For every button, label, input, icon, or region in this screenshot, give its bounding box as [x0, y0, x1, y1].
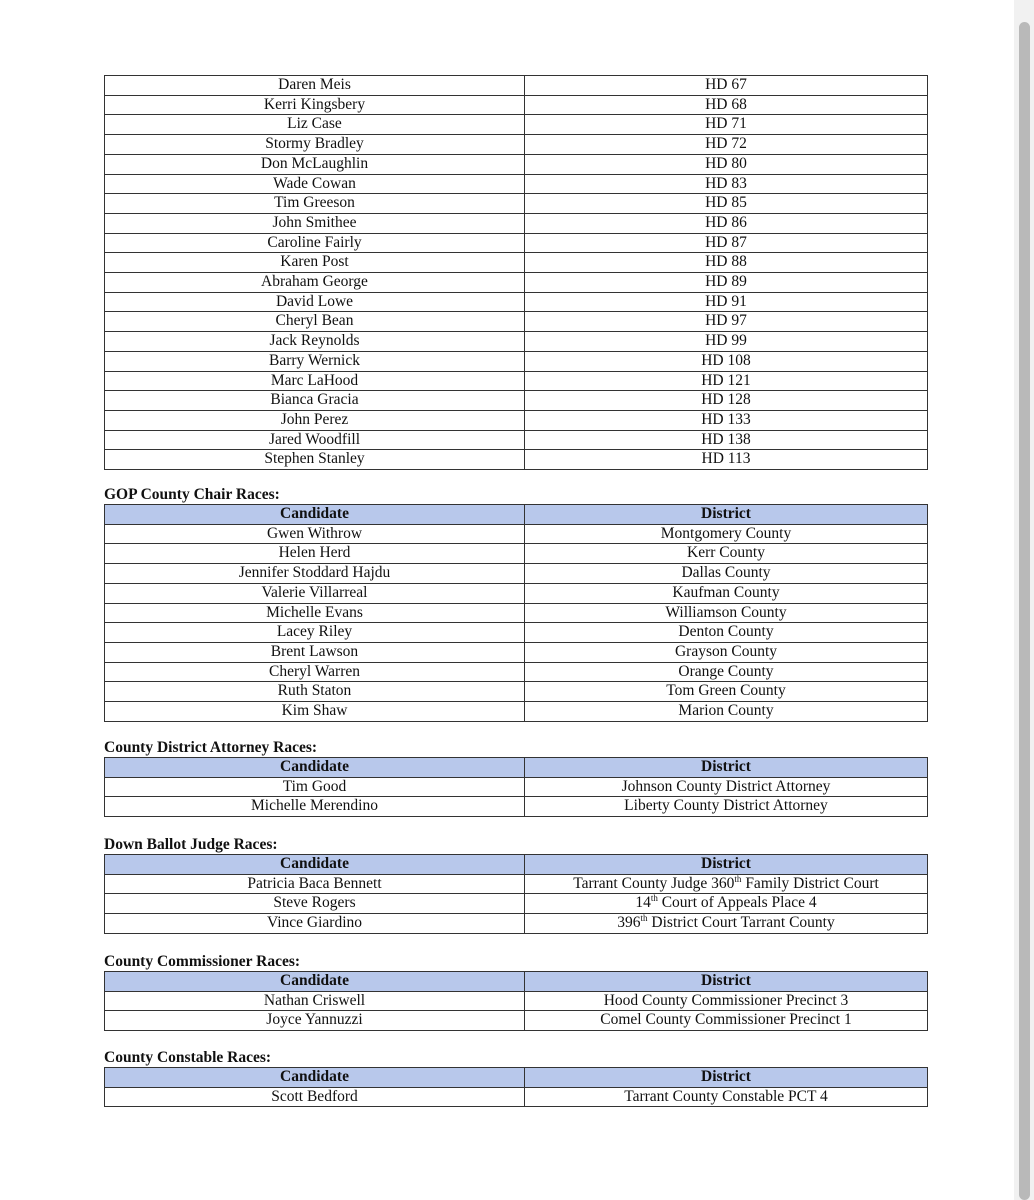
candidate-cell: Stormy Bradley	[105, 135, 525, 155]
section-heading: Down Ballot Judge Races:	[104, 836, 278, 853]
column-header-candidate: Candidate	[105, 505, 525, 525]
district-cell: HD 87	[525, 233, 928, 253]
commissioner-table-body	[105, 991, 928, 1030]
gop-county-chair-section	[104, 486, 927, 722]
section-heading: County Commissioner Races:	[104, 953, 301, 970]
table-header-row	[105, 505, 928, 525]
table-row	[105, 642, 928, 662]
table-row	[105, 410, 928, 430]
candidate-cell: Ruth Staton	[105, 682, 525, 702]
table-row	[105, 914, 928, 934]
column-header-district: District	[525, 855, 928, 875]
judge-table-body	[105, 874, 928, 933]
scrollbar-track[interactable]	[1014, 0, 1034, 1200]
candidate-cell: Patricia Baca Bennett	[105, 874, 525, 894]
column-header-district: District	[525, 505, 928, 525]
candidate-cell: Helen Herd	[105, 544, 525, 564]
candidate-cell: Nathan Criswell	[105, 991, 525, 1011]
column-header-district: District	[525, 972, 928, 992]
district-cell: Liberty County District Attorney	[525, 797, 928, 817]
table-row	[105, 76, 928, 96]
table-header-row	[105, 758, 928, 778]
column-header-district: District	[525, 1068, 928, 1088]
district-cell: Hood County Commissioner Precinct 3	[525, 991, 928, 1011]
district-cell: HD 128	[525, 391, 928, 411]
candidate-cell: Karen Post	[105, 253, 525, 273]
table-row	[105, 213, 928, 233]
table-row	[105, 430, 928, 450]
table-row	[105, 292, 928, 312]
constable-table-body	[105, 1087, 928, 1107]
table-row	[105, 194, 928, 214]
table-row	[105, 154, 928, 174]
district-cell: HD 113	[525, 450, 928, 470]
district-cell: Kaufman County	[525, 583, 928, 603]
candidate-cell: Valerie Villarreal	[105, 583, 525, 603]
table-row	[105, 174, 928, 194]
candidate-cell: Liz Case	[105, 115, 525, 135]
district-text: Court of Appeals Place 4	[657, 894, 817, 912]
district-cell: Marion County	[525, 702, 928, 722]
table-row	[105, 391, 928, 411]
district-cell: HD 72	[525, 135, 928, 155]
table-header-row	[105, 855, 928, 875]
district-cell: HD 67	[525, 76, 928, 96]
table-row	[105, 371, 928, 391]
district-cell: Dallas County	[525, 564, 928, 584]
candidate-cell: Daren Meis	[105, 76, 525, 96]
district-cell: HD 88	[525, 253, 928, 273]
table-row	[105, 662, 928, 682]
district-cell: HD 71	[525, 115, 928, 135]
table-row	[105, 702, 928, 722]
state-house-table-body	[105, 76, 928, 470]
district-cell	[525, 894, 928, 914]
district-text: Tarrant County Judge 360	[573, 874, 735, 892]
candidate-cell: Steve Rogers	[105, 894, 525, 914]
candidate-cell: Marc LaHood	[105, 371, 525, 391]
table-row	[105, 874, 928, 894]
scrollbar-thumb[interactable]	[1019, 22, 1030, 1200]
column-header-candidate: Candidate	[105, 758, 525, 778]
commissioner-section	[104, 953, 927, 1031]
table-row	[105, 603, 928, 623]
constable-section	[104, 1049, 927, 1107]
candidate-cell: Lacey Riley	[105, 623, 525, 643]
district-cell: HD 68	[525, 95, 928, 115]
candidate-cell: Bianca Gracia	[105, 391, 525, 411]
table-row	[105, 564, 928, 584]
candidate-cell: Jennifer Stoddard Hajdu	[105, 564, 525, 584]
candidate-cell: Joyce Yannuzzi	[105, 1011, 525, 1031]
candidate-cell: John Perez	[105, 410, 525, 430]
gop-county-chair-table-body	[105, 524, 928, 721]
candidate-cell: Jared Woodfill	[105, 430, 525, 450]
section-heading: County District Attorney Races:	[104, 739, 318, 756]
district-cell	[525, 914, 928, 934]
district-cell: HD 133	[525, 410, 928, 430]
district-cell: HD 108	[525, 351, 928, 371]
district-cell: Tom Green County	[525, 682, 928, 702]
table-row	[105, 777, 928, 797]
table-header-row	[105, 1068, 928, 1088]
table-row	[105, 991, 928, 1011]
column-header-candidate: Candidate	[105, 972, 525, 992]
candidate-cell: Caroline Fairly	[105, 233, 525, 253]
table-row	[105, 682, 928, 702]
district-cell: HD 80	[525, 154, 928, 174]
table-row	[105, 797, 928, 817]
candidate-cell: Abraham George	[105, 273, 525, 293]
table-row	[105, 450, 928, 470]
candidate-cell: David Lowe	[105, 292, 525, 312]
candidate-cell: Stephen Stanley	[105, 450, 525, 470]
district-cell: Johnson County District Attorney	[525, 777, 928, 797]
table-row	[105, 312, 928, 332]
column-header-district: District	[525, 758, 928, 778]
judge-section	[104, 836, 927, 934]
table-header-row	[105, 972, 928, 992]
section-heading: GOP County Chair Races:	[104, 486, 280, 503]
candidate-cell: Michelle Evans	[105, 603, 525, 623]
candidate-cell: Vince Giardino	[105, 914, 525, 934]
candidate-cell: Tim Greeson	[105, 194, 525, 214]
district-cell: HD 121	[525, 371, 928, 391]
judge-table	[104, 854, 928, 934]
district-cell: Williamson County	[525, 603, 928, 623]
table-row	[105, 583, 928, 603]
district-text: Family District Court	[741, 874, 879, 892]
ordinal-suffix: th	[650, 893, 658, 904]
district-cell: Montgomery County	[525, 524, 928, 544]
district-cell	[525, 874, 928, 894]
district-cell: Orange County	[525, 662, 928, 682]
candidate-cell: Don McLaughlin	[105, 154, 525, 174]
county-da-section	[104, 739, 927, 817]
candidate-cell: Tim Good	[105, 777, 525, 797]
candidate-cell: Wade Cowan	[105, 174, 525, 194]
district-cell: Denton County	[525, 623, 928, 643]
candidate-cell: Brent Lawson	[105, 642, 525, 662]
district-cell: Grayson County	[525, 642, 928, 662]
candidate-cell: Cheryl Bean	[105, 312, 525, 332]
district-cell: HD 83	[525, 174, 928, 194]
table-row	[105, 1011, 928, 1031]
candidate-cell: Gwen Withrow	[105, 524, 525, 544]
column-header-candidate: Candidate	[105, 1068, 525, 1088]
district-cell: HD 91	[525, 292, 928, 312]
table-row	[105, 253, 928, 273]
district-cell: Tarrant County Constable PCT 4	[525, 1087, 928, 1107]
ordinal-suffix: th	[734, 874, 742, 884]
candidate-cell: Kim Shaw	[105, 702, 525, 722]
candidate-cell: Cheryl Warren	[105, 662, 525, 682]
table-row	[105, 135, 928, 155]
constable-table	[104, 1067, 928, 1107]
table-row	[105, 1087, 928, 1107]
county-da-table	[104, 757, 928, 817]
candidate-cell: Michelle Merendino	[105, 797, 525, 817]
district-cell: HD 89	[525, 273, 928, 293]
table-row	[105, 95, 928, 115]
district-text: 396	[617, 914, 641, 932]
section-heading: County Constable Races:	[104, 1049, 272, 1066]
district-cell: Kerr County	[525, 544, 928, 564]
district-text: District Court Tarrant County	[647, 914, 835, 932]
district-cell: HD 138	[525, 430, 928, 450]
district-text: 14	[635, 894, 651, 912]
district-cell: HD 97	[525, 312, 928, 332]
gop-county-chair-table	[104, 504, 928, 722]
candidate-cell: Scott Bedford	[105, 1087, 525, 1107]
commissioner-table	[104, 971, 928, 1031]
table-row	[105, 894, 928, 914]
candidate-cell: Jack Reynolds	[105, 332, 525, 352]
district-cell: Comel County Commissioner Precinct 1	[525, 1011, 928, 1031]
table-row	[105, 273, 928, 293]
candidate-cell: John Smithee	[105, 213, 525, 233]
table-row	[105, 544, 928, 564]
table-row	[105, 115, 928, 135]
district-cell: HD 86	[525, 213, 928, 233]
district-cell: HD 85	[525, 194, 928, 214]
state-house-table	[104, 75, 928, 470]
table-row	[105, 524, 928, 544]
table-row	[105, 351, 928, 371]
district-cell: HD 99	[525, 332, 928, 352]
candidate-cell: Barry Wernick	[105, 351, 525, 371]
candidate-cell: Kerri Kingsbery	[105, 95, 525, 115]
column-header-candidate: Candidate	[105, 855, 525, 875]
table-row	[105, 233, 928, 253]
county-da-table-body	[105, 777, 928, 816]
ordinal-suffix: th	[640, 913, 648, 923]
table-row	[105, 623, 928, 643]
state-house-table-block	[104, 75, 927, 470]
table-row	[105, 332, 928, 352]
